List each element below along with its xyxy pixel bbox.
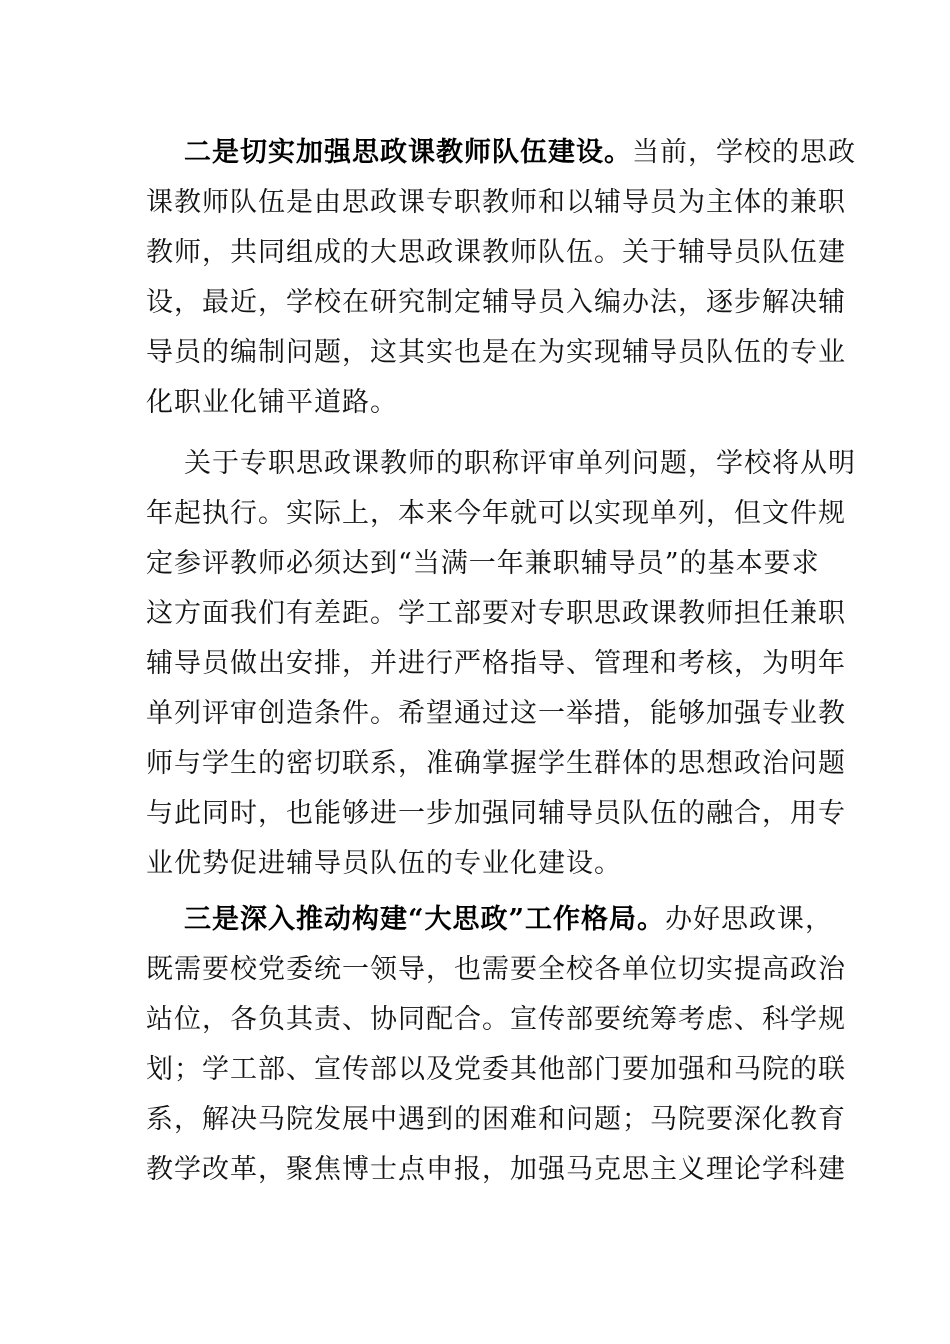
paragraph-line [146, 895, 834, 945]
paragraph-line: 设，最近，学校在研究制定辅导员入编办法，逐步解决辅 [146, 287, 846, 318]
paragraph-line: 关于专职思政课教师的职称评审单列问题，学校将从明 [184, 448, 856, 479]
paragraph-line: 化职业化铺平道路。 [146, 387, 398, 418]
paragraph-work-pattern [146, 895, 846, 1195]
paragraph-line: 定参评教师必须达到“当满一年兼职辅导员”的基本要求 [146, 548, 820, 579]
paragraph-line: 教学改革，聚焦博士点申报，加强马克思主义理论学科建 [146, 1154, 846, 1185]
paragraph-line: 这方面我们有差距。学工部要对专职思政课教师担任兼职 [146, 598, 846, 629]
paragraph-line [146, 128, 856, 178]
paragraph-line: 单列评审创造条件。希望通过这一举措，能够加强专业教 [146, 698, 846, 729]
paragraph-line: 师与学生的密切联系，准确掌握学生群体的思想政治问题 [146, 748, 846, 779]
section-heading: 二是切实加强思政课教师队伍建设。 [184, 137, 632, 168]
paragraph-line: 与此同时，也能够进一步加强同辅导员队伍的融合，用专 [146, 798, 846, 829]
paragraph-line: 站位，各负其责、协同配合。宣传部要统筹考虑、科学规 [146, 1004, 846, 1035]
paragraph-title-evaluation [146, 439, 856, 889]
paragraph-line: 业优势促进辅导员队伍的专业化建设。 [146, 848, 622, 879]
line-text: 当前，学校的思政 [632, 137, 856, 168]
paragraph-line: 导员的编制问题，这其实也是在为实现辅导员队伍的专业 [146, 337, 846, 368]
paragraph-line: 既需要校党委统一领导，也需要全校各单位切实提高政治 [146, 954, 846, 985]
line-text: 办好思政课， [665, 904, 834, 935]
paragraph-teacher-team [146, 128, 856, 428]
paragraph-line: 辅导员做出安排，并进行严格指导、管理和考核，为明年 [146, 648, 846, 679]
paragraph-line: 划；学工部、宣传部以及党委其他部门要加强和马院的联 [146, 1054, 846, 1085]
paragraph-line: 课教师队伍是由思政课专职教师和以辅导员为主体的兼职 [146, 187, 846, 218]
paragraph-line: 系，解决马院发展中遇到的困难和问题；马院要深化教育 [146, 1104, 846, 1135]
section-heading: 三是深入推动构建“大思政”工作格局。 [184, 904, 666, 935]
paragraph-line: 教师，共同组成的大思政课教师队伍。关于辅导员队伍建 [146, 237, 846, 268]
paragraph-line: 年起执行。实际上，本来今年就可以实现单列，但文件规 [146, 498, 846, 529]
